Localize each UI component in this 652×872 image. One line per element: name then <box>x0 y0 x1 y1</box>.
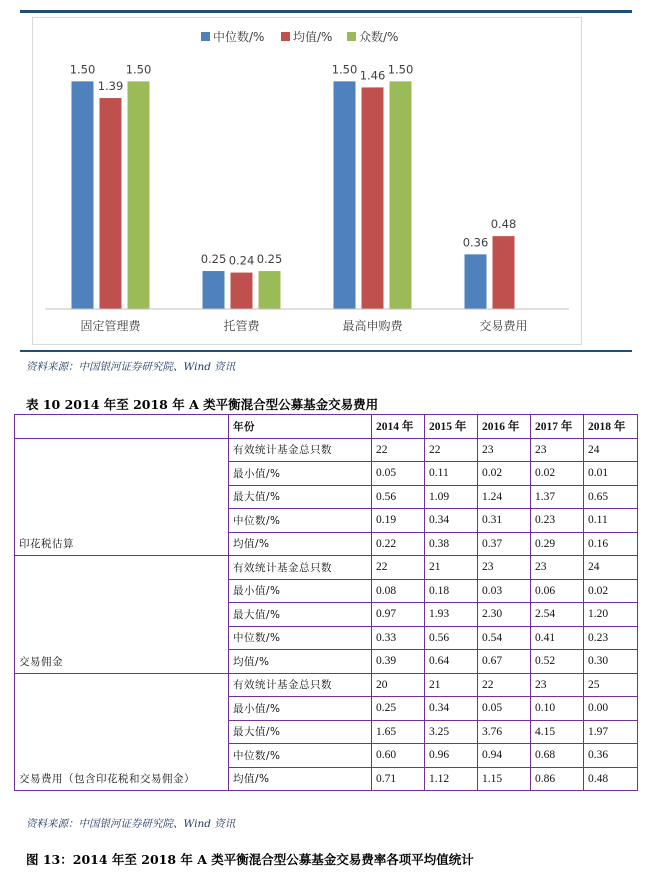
value-cell: 0.22 <box>372 532 425 556</box>
value-cell: 0.08 <box>372 579 425 603</box>
year-header-0: 2014 年 <box>372 415 425 439</box>
bar-label-2-1: 1.46 <box>359 68 386 83</box>
value-cell: 22 <box>372 438 425 462</box>
bar-2-0 <box>334 81 356 309</box>
value-cell: 0.34 <box>425 697 478 721</box>
bar-label-3-1: 0.48 <box>490 217 517 232</box>
value-cell: 2.30 <box>478 603 531 627</box>
value-cell: 25 <box>584 673 638 697</box>
value-cell: 0.00 <box>584 697 638 721</box>
row-label-cell: 中位数/% <box>229 744 372 768</box>
value-cell: 3.25 <box>425 720 478 744</box>
year-header-3: 2017 年 <box>531 415 584 439</box>
bar-2-2 <box>390 81 412 309</box>
bar-label-2-0: 1.50 <box>331 62 358 77</box>
bar-label-1-2: 0.25 <box>256 252 283 267</box>
bar-3-0 <box>465 254 487 309</box>
value-cell: 1.09 <box>425 485 478 509</box>
bar-1-1 <box>231 273 253 309</box>
table-source: 资料来源：中国银河证券研究院、Wind 资讯 <box>26 818 236 830</box>
row-label-cell: 最大值/% <box>229 485 372 509</box>
value-cell: 0.16 <box>584 532 638 556</box>
value-cell: 0.36 <box>584 744 638 768</box>
value-cell: 4.15 <box>531 720 584 744</box>
value-cell: 3.76 <box>478 720 531 744</box>
bar-0-0 <box>72 81 94 309</box>
value-cell: 22 <box>372 556 425 580</box>
row-label-cell: 最小值/% <box>229 579 372 603</box>
x-tick-2: 最高申购费 <box>342 319 403 333</box>
value-cell: 0.31 <box>478 509 531 533</box>
x-tick-0: 固定管理费 <box>80 319 141 333</box>
group-name-cell: 交易佣金 <box>15 556 229 674</box>
year-header-1: 2015 年 <box>425 415 478 439</box>
group-name-cell: 印花税估算 <box>15 438 229 556</box>
value-cell: 20 <box>372 673 425 697</box>
value-cell: 0.37 <box>478 532 531 556</box>
group-name-cell: 交易费用（包含印花税和交易佣金） <box>15 673 229 791</box>
x-tick-3: 交易费用 <box>479 319 528 333</box>
value-cell: 0.56 <box>425 626 478 650</box>
legend-label-1: 均值/% <box>293 30 333 44</box>
value-cell: 0.34 <box>425 509 478 533</box>
value-cell: 0.39 <box>372 650 425 674</box>
bar-label-2-2: 1.50 <box>387 62 414 77</box>
bar-label-0-0: 1.50 <box>69 62 96 77</box>
bar-0-2 <box>128 81 150 309</box>
bar-3-1 <box>493 236 515 309</box>
row-label-cell: 均值/% <box>229 532 372 556</box>
value-cell: 22 <box>478 673 531 697</box>
value-cell: 0.10 <box>531 697 584 721</box>
chart-source: 资料来源：中国银河证券研究院、Wind 资讯 <box>26 361 236 373</box>
bar-label-0-2: 1.50 <box>125 62 152 77</box>
row-label-cell: 有效统计基金总只数 <box>229 438 372 462</box>
value-cell: 0.41 <box>531 626 584 650</box>
value-cell: 0.05 <box>372 462 425 486</box>
value-cell: 0.03 <box>478 579 531 603</box>
value-cell: 0.60 <box>372 744 425 768</box>
value-cell: 0.52 <box>531 650 584 674</box>
value-cell: 0.71 <box>372 767 425 791</box>
bar-label-1-1: 0.24 <box>228 253 255 268</box>
table-row <box>15 556 638 580</box>
bar-1-0 <box>203 271 225 309</box>
value-cell: 1.20 <box>584 603 638 627</box>
value-cell: 1.24 <box>478 485 531 509</box>
legend-label-0: 中位数/% <box>213 30 265 44</box>
value-cell: 0.54 <box>478 626 531 650</box>
value-cell: 0.19 <box>372 509 425 533</box>
chart-bars <box>72 81 515 309</box>
value-cell: 1.97 <box>584 720 638 744</box>
row-label-cell: 最小值/% <box>229 462 372 486</box>
value-cell: 0.56 <box>372 485 425 509</box>
value-cell: 1.37 <box>531 485 584 509</box>
value-cell: 24 <box>584 556 638 580</box>
table-caption: 表 10 2014 年至 2018 年 A 类平衡混合型公募基金交易费用 <box>26 397 379 412</box>
legend-label-2: 众数/% <box>359 30 399 44</box>
value-cell: 0.65 <box>584 485 638 509</box>
row-label-cell: 最大值/% <box>229 603 372 627</box>
value-cell: 1.15 <box>478 767 531 791</box>
value-cell: 23 <box>478 438 531 462</box>
value-cell: 22 <box>425 438 478 462</box>
value-cell: 0.94 <box>478 744 531 768</box>
value-cell: 23 <box>531 673 584 697</box>
table-header-row <box>15 415 638 439</box>
bar-label-0-1: 1.39 <box>97 79 124 94</box>
row-label-cell: 最大值/% <box>229 720 372 744</box>
value-cell: 0.96 <box>425 744 478 768</box>
chart-frame <box>32 17 582 345</box>
value-cell: 0.18 <box>425 579 478 603</box>
row-label-cell: 均值/% <box>229 767 372 791</box>
top-rule <box>20 10 632 13</box>
value-cell: 0.30 <box>584 650 638 674</box>
value-cell: 0.67 <box>478 650 531 674</box>
chart-legend <box>201 29 398 44</box>
value-cell: 0.48 <box>584 767 638 791</box>
row-label-cell: 有效统计基金总只数 <box>229 556 372 580</box>
value-cell: 24 <box>584 438 638 462</box>
row-label-cell: 最小值/% <box>229 697 372 721</box>
row-label-cell: 中位数/% <box>229 509 372 533</box>
value-cell: 0.02 <box>584 579 638 603</box>
fee-bar-chart <box>33 18 581 344</box>
bar-label-3-0: 0.36 <box>462 235 489 250</box>
table-row <box>15 673 638 697</box>
value-cell: 0.86 <box>531 767 584 791</box>
value-cell: 0.11 <box>425 462 478 486</box>
bar-label-1-0: 0.25 <box>200 252 227 267</box>
value-cell: 0.23 <box>584 626 638 650</box>
row-label-cell: 有效统计基金总只数 <box>229 673 372 697</box>
value-cell: 21 <box>425 673 478 697</box>
value-cell: 1.93 <box>425 603 478 627</box>
bar-0-1 <box>100 98 122 309</box>
row-label-cell: 中位数/% <box>229 626 372 650</box>
value-cell: 1.65 <box>372 720 425 744</box>
year-header-2: 2016 年 <box>478 415 531 439</box>
value-cell: 23 <box>531 438 584 462</box>
legend-swatch-1 <box>281 32 290 41</box>
figure-caption: 图 13：2014 年至 2018 年 A 类平衡混合型公募基金交易费率各项平均值统计 <box>26 852 474 867</box>
value-cell: 0.25 <box>372 697 425 721</box>
bottom-rule <box>20 350 632 352</box>
value-cell: 0.02 <box>478 462 531 486</box>
header-blank-cell <box>15 415 229 439</box>
legend-swatch-0 <box>201 32 210 41</box>
value-cell: 0.06 <box>531 579 584 603</box>
value-cell: 0.38 <box>425 532 478 556</box>
bar-1-2 <box>259 271 281 309</box>
row-label-cell: 均值/% <box>229 650 372 674</box>
value-cell: 0.68 <box>531 744 584 768</box>
x-tick-1: 托管费 <box>223 319 260 333</box>
table-row <box>15 438 638 462</box>
legend-swatch-2 <box>347 32 356 41</box>
value-cell: 23 <box>531 556 584 580</box>
bar-2-1 <box>362 87 384 309</box>
value-cell: 2.54 <box>531 603 584 627</box>
value-cell: 23 <box>478 556 531 580</box>
value-cell: 0.64 <box>425 650 478 674</box>
fee-table <box>14 414 638 791</box>
value-cell: 0.02 <box>531 462 584 486</box>
value-cell: 0.11 <box>584 509 638 533</box>
value-cell: 0.01 <box>584 462 638 486</box>
value-cell: 21 <box>425 556 478 580</box>
x-tick-labels <box>80 318 527 333</box>
value-cell: 0.23 <box>531 509 584 533</box>
year-header-4: 2018 年 <box>584 415 638 439</box>
value-cell: 0.05 <box>478 697 531 721</box>
value-cell: 0.97 <box>372 603 425 627</box>
value-cell: 1.12 <box>425 767 478 791</box>
value-cell: 0.29 <box>531 532 584 556</box>
year-header-cell: 年份 <box>229 415 372 439</box>
value-cell: 0.33 <box>372 626 425 650</box>
